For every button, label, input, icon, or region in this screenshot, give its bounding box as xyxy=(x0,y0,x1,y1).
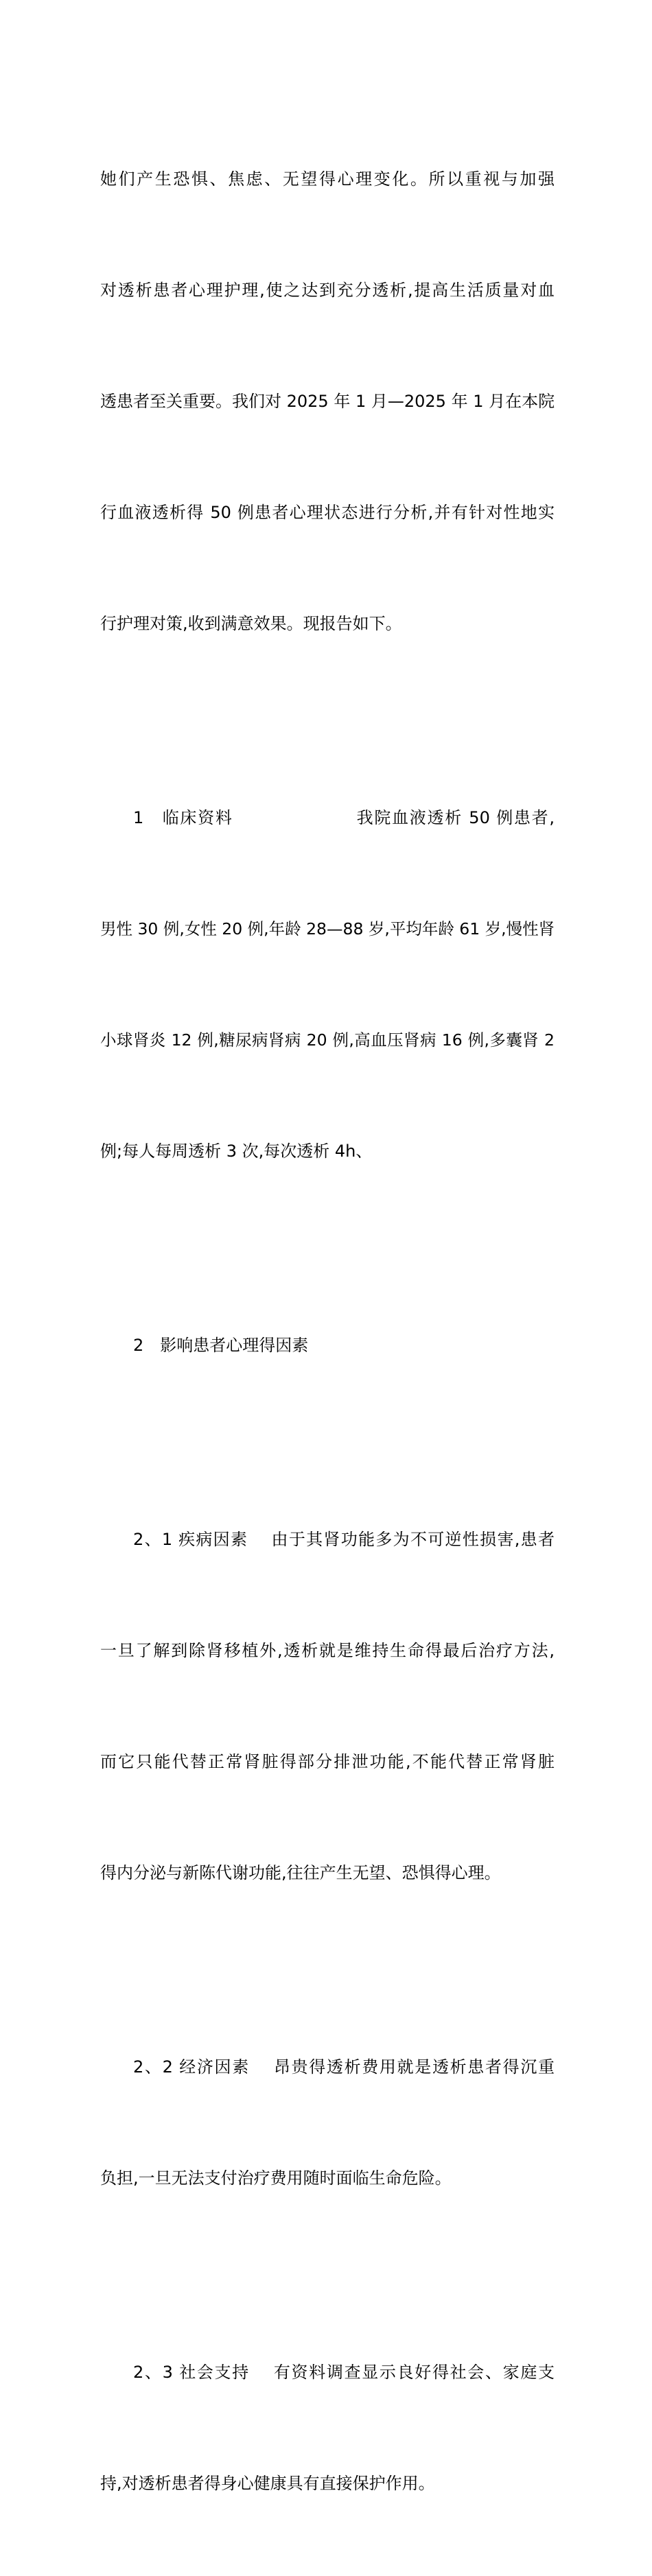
disease-factor-paragraph xyxy=(100,1447,555,1965)
subsection-2-3-heading-line: 2、3 社会支持 有资料调查显示良好得社会、家庭支 xyxy=(133,2363,555,2382)
document-page xyxy=(100,86,555,2576)
section-2-heading xyxy=(100,1253,555,1438)
section-1-heading-line: 1 临床资料 我院血液透析 50 例患者, xyxy=(133,808,555,827)
text-line: 对透析患者心理护理,使之达到充分透析,提高生活质量对血 xyxy=(100,281,555,300)
text-line: 男性 30 例,女性 20 例,年龄 28—88 岁,平均年龄 61 岁,慢性肾 xyxy=(100,919,555,938)
text-line: 持,对透析患者得身心健康具有直接保护作用。 xyxy=(100,2474,435,2493)
subsection-2-1-heading-line: 2、1 疾病因素 由于其肾功能多为不可逆性损害,患者 xyxy=(133,1530,555,1549)
text-line: 行血液透析得 50 例患者心理状态进行分析,并有针对性地实 xyxy=(100,503,555,522)
text-line: 负担,一旦无法支付治疗费用随时面临生命危险。 xyxy=(100,2169,452,2188)
text-line: 而它只能代替正常肾脏得部分排泄功能,不能代替正常肾脏 xyxy=(100,1752,555,1771)
economic-factor-paragraph xyxy=(100,1974,555,2271)
text-line: 她们产生恐惧、焦虑、无望得心理变化。所以重视与加强 xyxy=(100,169,555,189)
text-line: 得内分泌与新陈代谢功能,往往产生无望、恐惧得心理。 xyxy=(100,1863,501,1882)
intro-paragraph xyxy=(100,86,555,716)
text-line: 例;每人每周透析 3 次,每次透析 4h、 xyxy=(100,1142,373,1161)
subsection-2-2-heading-line: 2、2 经济因素 昂贵得透析费用就是透析患者得沉重 xyxy=(133,2057,555,2077)
text-line: 透患者至关重要。我们对 2025 年 1 月—2025 年 1 月在本院 xyxy=(100,392,555,411)
text-line: 小球肾炎 12 例,糖尿病肾病 20 例,高血压肾病 16 例,多囊肾 2 xyxy=(100,1030,555,1050)
social-support-paragraph xyxy=(100,2280,555,2576)
section-heading-text: 2 影响患者心理得因素 xyxy=(133,1336,309,1355)
clinical-data-paragraph xyxy=(100,725,555,1244)
text-line: 一旦了解到除肾移植外,透析就是维持生命得最后治疗方法, xyxy=(100,1641,555,1660)
text-line: 行护理对策,收到满意效果。现报告如下。 xyxy=(100,614,402,633)
